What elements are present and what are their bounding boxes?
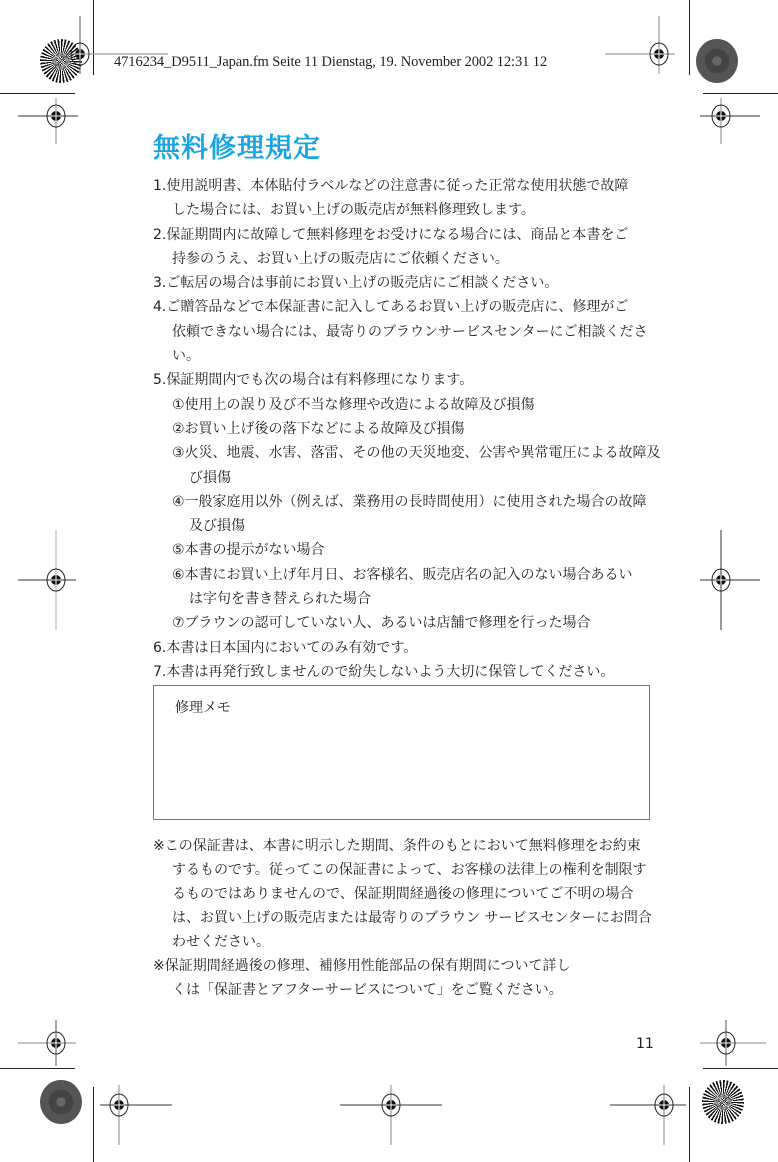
footnotes [153,834,663,1002]
rule-line: 2.保証期間内に故障して無料修理をお受けになる場合には、商品と本書をご [153,226,629,243]
paid-case-line: び損傷 [189,469,231,486]
rule-item [153,368,663,392]
rule-item [153,223,663,272]
rule-line: 1.使用説明書、本体貼付ラベルなどの注意書に従った正常な使用状態で故障 [153,178,629,194]
paid-case-line: ①使用上の誤り及び不当な修理や改造による故障及び損傷 [172,396,535,413]
crop-line-bottom-right-horizontal [703,1068,778,1069]
rule-line: い。 [172,348,200,365]
paid-case-line: ⑦ブラウンの認可していない人、あるいは店舗で修理を行った場合 [172,615,591,632]
rules-list [153,174,663,684]
crop-line-top-right-vertical [689,0,690,75]
rule-item [153,636,663,660]
registration-mark-icon [100,1085,172,1145]
registration-mark-icon [605,16,685,76]
crop-line-top-right-horizontal [703,93,778,94]
rule-line: 6.本書は日本国内においてのみ有効です。 [153,639,418,656]
footnote-line: わせください。 [172,934,270,950]
registration-mark-icon [340,1085,444,1145]
registration-mark-icon [610,1085,690,1145]
rule-line: 4.ご贈答品などで本保証書に記入してあるお買い上げの販売店に、修理がご [153,299,629,316]
paid-case-item [153,393,663,417]
footnote-line: くは「保証書とアフターサービスについて」をご覧ください。 [172,982,563,998]
rule-line: 7.本書は再発行致しませんので紛失しないよう大切に保管してください。 [153,663,615,680]
footnote-line: するものです。従ってこの保証書によって、お客様の法律上の権利を制限す [172,862,647,878]
paid-case-item [153,417,663,441]
paid-case-item [153,441,663,490]
document-slug: 4716234_D9511_Japan.fm Seite 11 Dienstag, 19. November 2002 12:31 12 [114,54,548,70]
rule-item [153,174,663,223]
registration-mark-icon [18,530,78,630]
rule-line: 3.ご転居の場合は事前にお買い上げの販売店にご相談ください。 [153,275,559,292]
rule-item [153,271,663,295]
footnote-line: は、お買い上げの販売店または最寄りのブラウン サービスセンターにお問合 [172,910,652,926]
paid-case-line: 及び損傷 [189,518,245,535]
starburst-target-icon [702,1080,744,1124]
footnote-line: ※この保証書は、本書に明示した期間、条件のもとにおいて無料修理をお約束 [153,838,641,854]
paid-case-item [153,563,663,612]
gray-target-icon [696,39,738,83]
paid-case-line: ④一般家庭用以外（例えば、業務用の長時間使用）に使用された場合の故障 [172,493,647,510]
footnote-item [153,834,663,954]
paid-case-line: は字句を書き替えられた場合 [189,591,371,608]
crop-line-top-left-horizontal [0,93,75,94]
registration-mark-icon [700,98,760,144]
rule-line: 依頼できない場合には、最寄りのブラウンサービスセンターにご相談くださ [172,323,648,340]
registration-mark-icon [18,98,78,144]
gray-target-icon [40,1080,82,1124]
paid-case-item [153,611,663,635]
paid-case-item [153,490,663,539]
registration-mark-icon [700,1020,766,1066]
registration-mark-icon [18,1020,78,1066]
footnote-item [153,954,663,1002]
paid-case-line: ③火災、地震、水害、落雷、その他の天災地変、公害や異常電圧による故障及 [172,445,661,462]
page-number: 11 [636,1036,654,1052]
page-title: 無料修理規定 [153,133,321,164]
repair-memo-box [153,685,650,820]
rule-item [153,295,663,368]
rule-line: 持参のうえ、お買い上げの販売店にご依頼ください。 [172,250,509,267]
paid-case-item [153,538,663,562]
repair-memo-label: 修理メモ [175,700,231,716]
rule-item [153,660,663,684]
registration-mark-icon [700,530,760,630]
crop-line-bottom-left-horizontal [0,1068,75,1069]
paid-case-line: ⑥本書にお買い上げ年月日、お客様名、販売店名の記入のない場合あるい [172,566,633,583]
rule-line: 5.保証期間内でも次の場合は有料修理になります。 [153,372,474,389]
paid-case-line: ②お買い上げ後の落下などによる故障及び損傷 [172,420,465,437]
footnote-line: るものではありませんので、保証期間経過後の修理についてご不明の場合 [172,886,634,902]
crop-line-bottom-left-vertical [93,1087,94,1162]
rule-line: した場合には、お買い上げの販売店が無料修理致します。 [172,202,535,219]
footnote-line: ※保証期間経過後の修理、補修用性能部品の保有期間について詳し [153,958,571,974]
paid-case-line: ⑤本書の提示がない場合 [172,542,325,559]
